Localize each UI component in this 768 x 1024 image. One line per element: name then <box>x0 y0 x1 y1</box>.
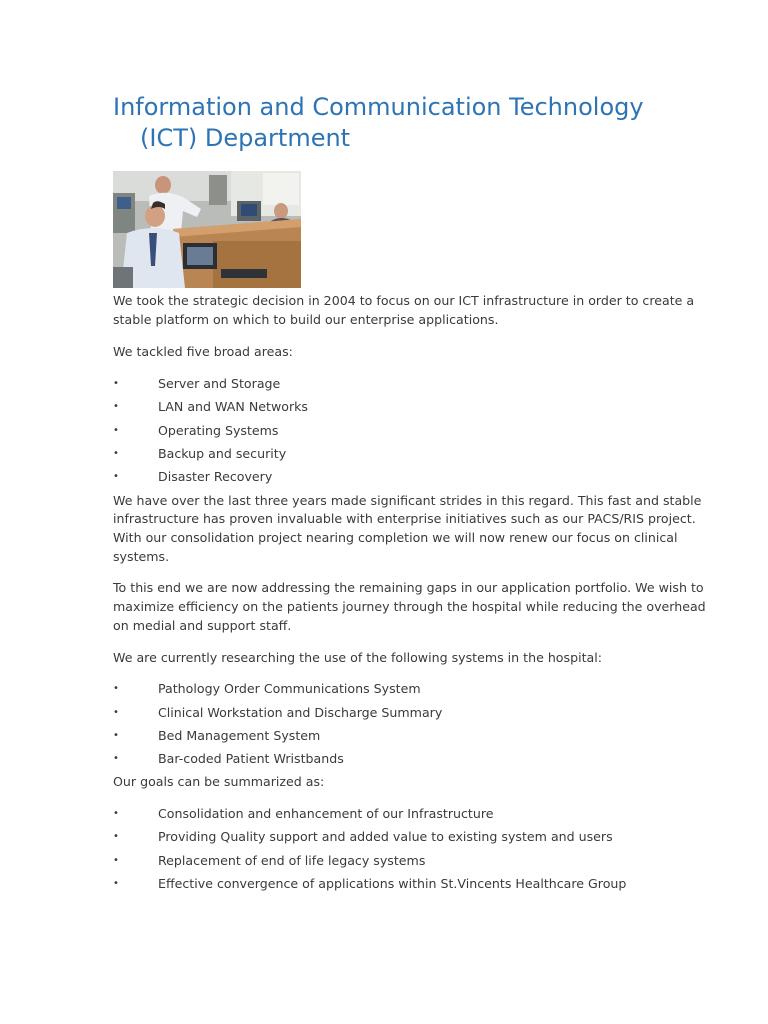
areas-lead: We tackled five broad areas: <box>113 344 293 360</box>
list-item-label: Server and Storage <box>158 376 281 392</box>
goals-list <box>113 805 713 898</box>
list-item <box>113 727 713 750</box>
list-item <box>113 852 713 875</box>
bullet-icon: • <box>113 401 119 413</box>
list-item <box>113 398 713 421</box>
systems-list <box>113 680 713 773</box>
list-item-label: Disaster Recovery <box>158 469 273 485</box>
list-item <box>113 445 713 468</box>
bullet-icon: • <box>113 729 119 741</box>
bullet-icon: • <box>113 753 119 765</box>
bullet-icon: • <box>113 424 119 436</box>
bullet-icon: • <box>113 448 119 459</box>
document-page <box>113 92 713 898</box>
office-photo <box>113 171 301 288</box>
bullet-icon: • <box>113 378 119 390</box>
bullet-icon: • <box>113 706 119 718</box>
list-item-label: Providing Quality support and added value to existing system and users <box>158 829 613 845</box>
list-item <box>113 704 713 727</box>
list-item-label: Backup and security <box>158 446 287 461</box>
list-item <box>113 422 713 445</box>
list-item-label: Pathology Order Communications System <box>158 681 421 697</box>
list-item-label: Bar-coded Patient Wristbands <box>158 751 344 767</box>
bullet-icon: • <box>113 808 119 820</box>
list-item-label: Replacement of end of life legacy systems <box>158 852 426 868</box>
intro-paragraph: We took the strategic decision in 2004 to focus on our ICT infrastructure in order to create a stable platform on which to build our enterprise applications. <box>113 293 695 327</box>
list-item-label: Clinical Workstation and Discharge Summary <box>158 704 443 720</box>
list-item <box>113 805 713 828</box>
list-item <box>113 468 713 491</box>
page-title <box>113 92 713 154</box>
bullet-icon: • <box>113 854 119 866</box>
bullet-icon: • <box>113 683 119 695</box>
areas-list <box>113 375 713 491</box>
list-item-label: Consolidation and enhancement of our Infrastructure <box>158 806 494 822</box>
page-title-line-1: Information and Communication Technology <box>113 93 644 121</box>
bullet-icon: • <box>113 878 119 889</box>
list-item-label: LAN and WAN Networks <box>158 399 308 415</box>
list-item-label: Effective convergence of applications within St.Vincents Healthcare Group <box>158 876 627 891</box>
list-item-label: Operating Systems <box>158 422 279 438</box>
bullet-icon: • <box>113 471 119 483</box>
list-item <box>113 750 713 773</box>
progress-paragraph: We have over the last three years made significant strides in this regard. This fast and stable infrastructure has proven invaluable with enterprise initiatives such as our PACS/RIS project. With our consolidation project nearing completion we will now renew our focus on clinical systems. <box>113 492 702 564</box>
list-item <box>113 875 713 898</box>
list-item <box>113 828 713 851</box>
list-item <box>113 680 713 703</box>
gaps-paragraph: To this end we are now addressing the remaining gaps in our application portfolio. We wish to maximize efficiency on the patients journey through the hospital while reducing the overhead on medial and support staff. <box>113 580 706 633</box>
page-title-line-2: (ICT) Department <box>140 124 351 152</box>
goals-lead: Our goals can be summarized as: <box>113 774 325 790</box>
list-item <box>113 375 713 398</box>
bullet-icon: • <box>113 831 119 843</box>
list-item-label: Bed Management System <box>158 727 321 743</box>
systems-lead: We are currently researching the use of the following systems in the hospital: <box>113 649 602 665</box>
